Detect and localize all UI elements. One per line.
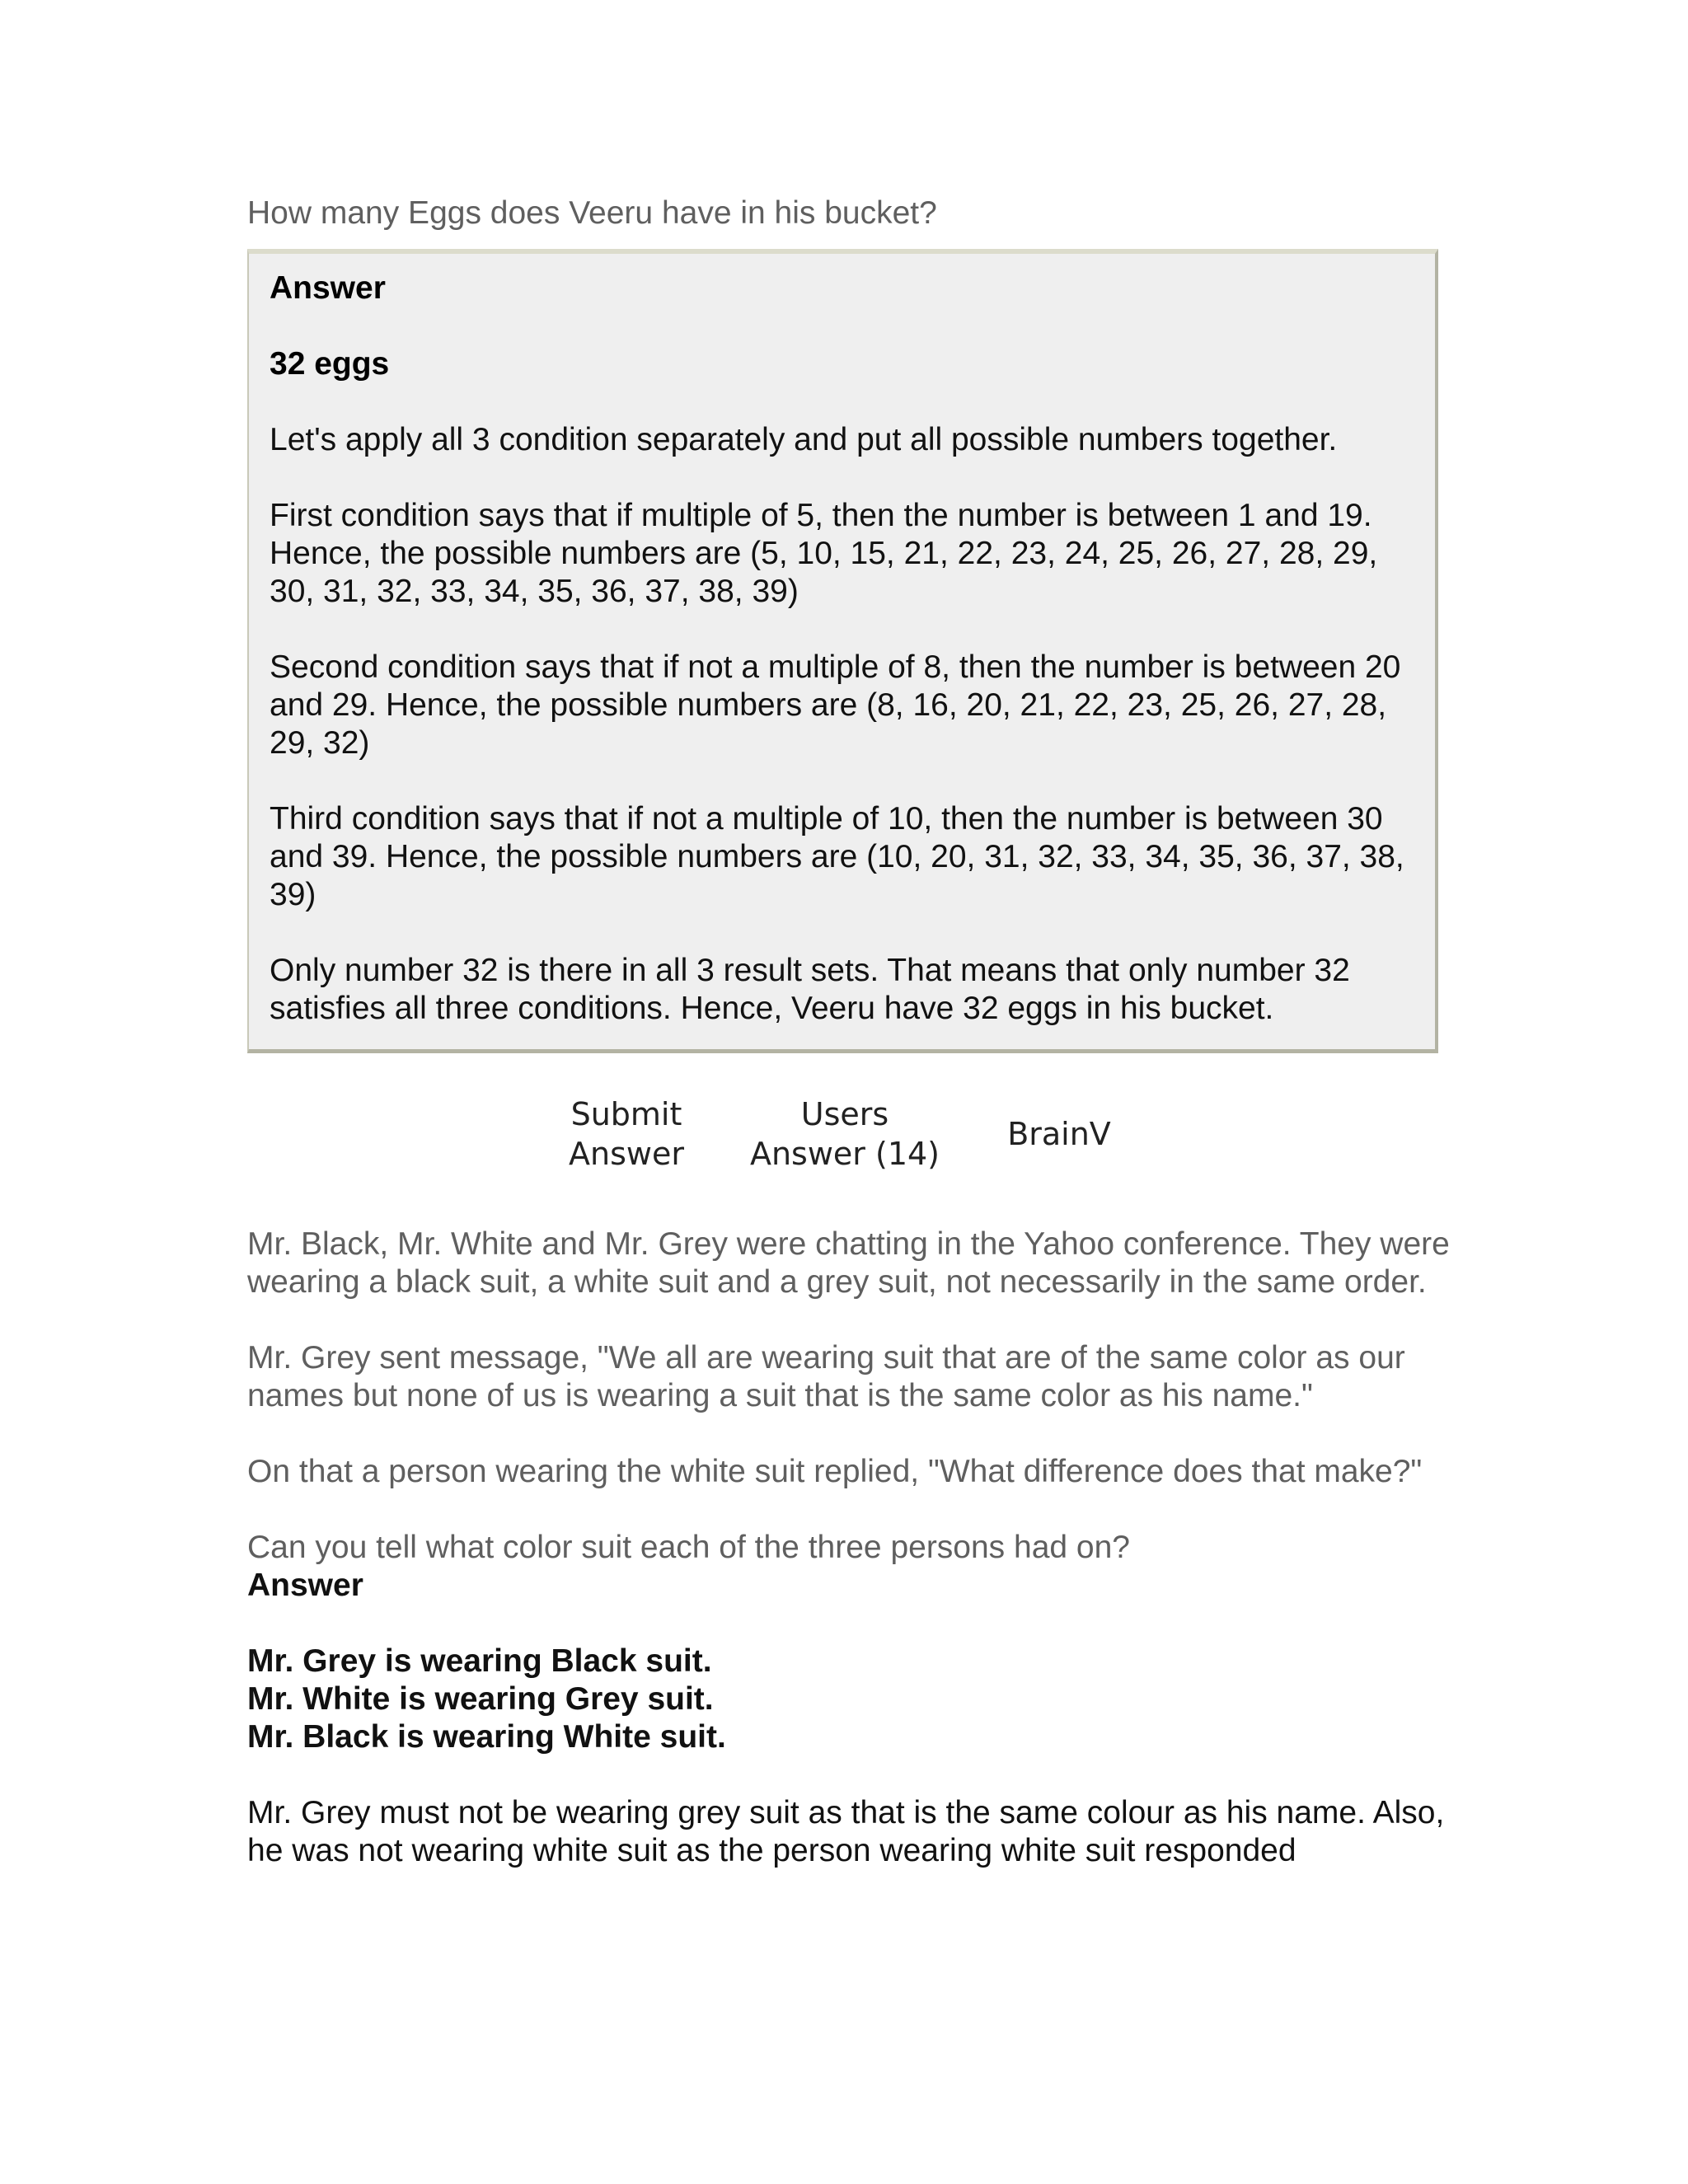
answer-nav <box>0 1094 1688 1185</box>
puzzle-2-question: Can you tell what color suit each of the three persons had on? <box>247 1530 1130 1565</box>
puzzle-1-question: How many Eggs does Veeru have in his bucket? <box>247 195 937 231</box>
puzzle-2-answer-heading: Answer <box>247 1568 363 1603</box>
brainv-label: BrainV <box>1007 1116 1111 1152</box>
puzzle-2-paragraph: Mr. Grey sent message, "We all are wearing suit that are of the same color as our names but none of us is wearing a suit that is the same color as his name." <box>247 1340 1405 1413</box>
answer-line: Mr. Grey is wearing Black suit. <box>247 1643 712 1679</box>
answer-value: 32 eggs <box>270 346 390 382</box>
answer-line: Mr. Black is wearing White suit. <box>247 1719 726 1755</box>
puzzle-2-answer <box>247 1643 1451 1756</box>
explanation-paragraph: Third condition says that if not a multiple of 10, then the number is between 30 and 39. Hence, the possible numbers are (10, 20, 31, 32, 33, 34, 35, 36, 37, 38, 39) <box>270 801 1404 912</box>
puzzle-2-paragraph: Mr. Black, Mr. White and Mr. Grey were chatting in the Yahoo conference. They were wearing a black suit, a white suit and a grey suit, not necessarily in the same order. <box>247 1226 1450 1300</box>
explanation-paragraph: First condition says that if multiple of 5, then the number is between 1 and 19. Hence, the possible numbers are (5, 10, 15, 21, 22, 23, 24, 25, 26, 27, 28, 29, 30, 31, 32, 33, 34, 35, 36, 37, 38, 39) <box>270 498 1378 609</box>
users-answer-label-line1: Users <box>800 1096 889 1132</box>
puzzle-2 <box>247 1226 1451 1908</box>
explanation-paragraph: Second condition says that if not a multiple of 8, then the number is between 20 and 29. Hence, the possible numbers are (8, 16, 20, 21, 22, 23, 25, 26, 27, 28, 29, 32) <box>270 649 1401 761</box>
submit-answer-link[interactable] <box>544 1094 709 1174</box>
brainv-link[interactable] <box>985 1114 1133 1154</box>
puzzle-2-paragraph: On that a person wearing the white suit replied, "What difference does that make?" <box>247 1454 1423 1489</box>
explanation-paragraph: Let's apply all 3 condition separately and put all possible numbers together. <box>270 422 1338 457</box>
users-answer-label-line2: Answer (14) <box>749 1136 940 1172</box>
answer-line: Mr. White is wearing Grey suit. <box>247 1681 714 1717</box>
explanation-paragraph: Only number 32 is there in all 3 result sets. That means that only number 32 satisfies all three conditions. Hence, Veeru have 32 eggs in his bucket. <box>270 953 1350 1026</box>
submit-answer-label-line2: Answer <box>569 1136 684 1172</box>
puzzle-1 <box>247 194 1447 1053</box>
answer-heading: Answer <box>270 270 386 306</box>
answer-box <box>247 249 1438 1053</box>
users-answer-link[interactable] <box>725 1094 964 1174</box>
puzzle-2-explanation: Mr. Grey must not be wearing grey suit as that is the same colour as his name. Also, he was not wearing white suit as the person wearing white suit responded <box>247 1795 1445 1868</box>
submit-answer-label-line1: Submit <box>570 1096 682 1132</box>
